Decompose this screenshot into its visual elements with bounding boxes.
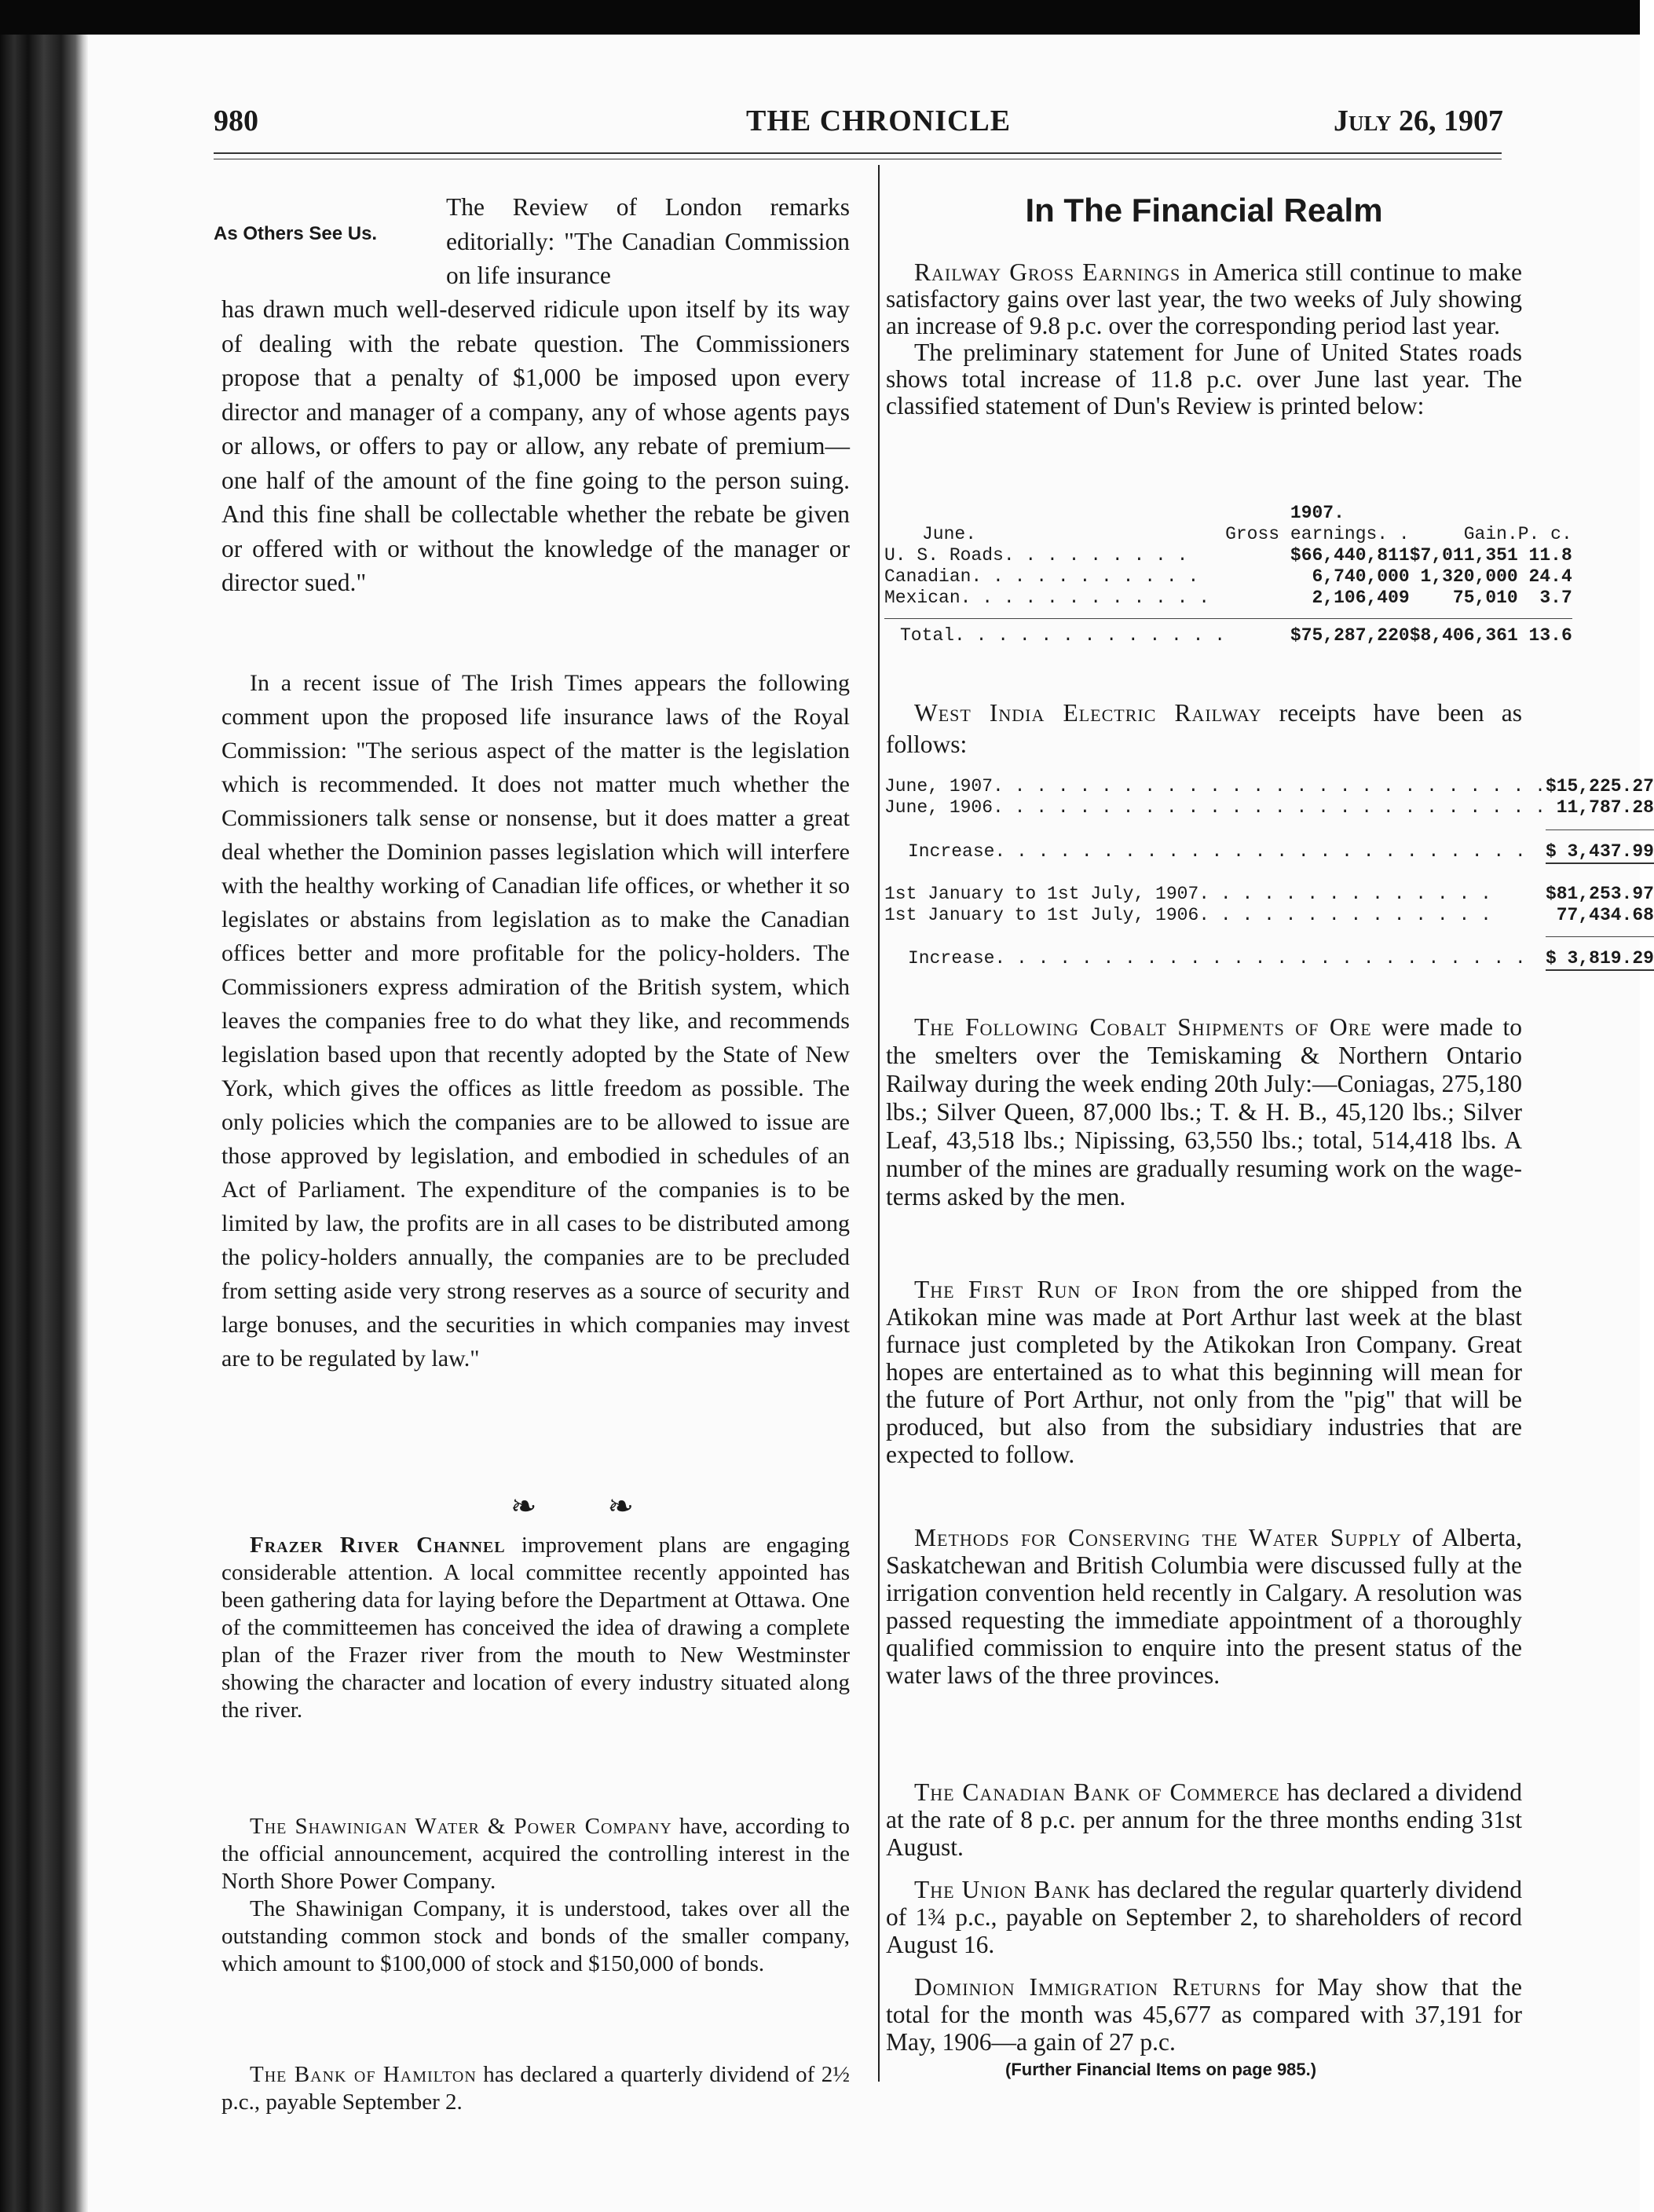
receipts-label: 1st January to 1st July, 1907. . . . . . . . . . . . . . [884, 883, 1491, 904]
iron-article [886, 1276, 1522, 1468]
table-row [884, 937, 1654, 971]
table-row [884, 830, 1654, 863]
roads-gain: 75,010 [1452, 588, 1518, 608]
roads-year: 1907. [1290, 503, 1345, 523]
roads-pc: 3.7 [1539, 588, 1572, 608]
section-title: In The Financial Realm [1025, 192, 1383, 229]
further-items-note: (Further Financial Items on page 985.) [1005, 2060, 1317, 2079]
water-text: of Alberta, Saskatchewan and British Columbia were discussed fully at the irrigation convention held recently in Calgary. A resolution was passed requesting the immediate appointment of a thoroughly qualified commission to enquire into the present status of the water laws of the three provinces. [886, 1524, 1522, 1689]
union-heading: The Union Bank [914, 1876, 1092, 1903]
frazer-article [221, 1532, 850, 1724]
frazer-heading: Frazer River Channel [250, 1533, 506, 1558]
immigration-article [886, 1973, 1522, 2056]
roads-gross: $66,440,811 [1290, 545, 1410, 566]
roads-col-header: June. [922, 524, 977, 544]
shawinigan-text: have, according to the official announcement, acquired the controlling interest in the North Shore Power Company. [221, 1814, 850, 1894]
side-heading: As Others See Us. [214, 223, 378, 244]
page-number: 980 [214, 104, 258, 137]
roads-col-header: Gross earnings. . [1225, 524, 1410, 544]
review-body-text: has drawn much well-deserved ridicule upon itself by its way of dealing with the rebate question. The Commissioners propose that a penalty of $1,000 be imposed upon every director and manager of a company, any of whose agents pays or allows, or offers to pay or allow, any rebate of premium—one half of the amount of the fine going to the person suing. And this fine shall be collectable whether the rebate be given or offered with or without the knowledge of the manager or director sued." [221, 295, 850, 596]
receipts-increase-label: Increase. . . . . . . . . . . . . . . . . . . . . . . . . [908, 840, 1526, 862]
scan-top-border [0, 0, 1640, 35]
receipts-value: 77,434.68 [1556, 904, 1654, 925]
roads-total-label: Total. . . . . . . . . . . . . [900, 624, 1226, 646]
frazer-text: improvement plans are engaging considerable attention. A local committee recently appointed has been gathering data for laying before the Department at Ottawa. One of the committeemen has conceived the idea of drawing a complete plan of the Frazer river from the mouth to New Westminster showing the character and location of every industry situated along the river. [221, 1533, 851, 1723]
roads-gross: 6,740,000 [1312, 566, 1410, 587]
receipts-label: June, 1906. . . . . . . . . . . . . . . . . . . . . . . . . . [884, 797, 1546, 818]
hamilton-article [221, 2061, 850, 2116]
union-text: has declared the regular quarterly dividend of 1¾ p.c., payable on September 2, to shareholders of record August 16. [886, 1876, 1522, 1958]
book-spine [0, 35, 88, 2212]
roads-label: Mexican. . . . . . . . . . . . [884, 588, 1210, 608]
roads-total-pc: 13.6 [1528, 624, 1572, 646]
iron-heading: The First Run of Iron [914, 1276, 1180, 1303]
table-row [884, 566, 1572, 588]
railway-text: in America still continue to make satisfactory gains over last year, the two weeks of July showing an increase of 9.8 p.c. over the corresponding period last year. [886, 258, 1523, 339]
table-row [884, 797, 1654, 819]
roads-label: Canadian. . . . . . . . . . . [884, 566, 1199, 587]
commerce-heading: The Canadian Bank of Commerce [914, 1778, 1280, 1806]
hamilton-heading: The Bank of Hamilton [250, 2062, 477, 2087]
roads-table [884, 503, 1572, 646]
water-heading: Methods for Conserving the Water Supply [914, 1524, 1402, 1551]
immigration-heading: Dominion Immigration Returns [914, 1973, 1262, 2001]
railway-heading: Railway Gross Earnings [914, 258, 1181, 286]
cobalt-text: were made to the smelters over the Temiskaming & Northern Ontario Railway during the week ending 20th July:—Coniagas, 275,180 lbs.; Silver Queen, 87,000 lbs.; T. & H. B., 45,120 lbs.; Silver Leaf, 43,518 lbs.; Nipissing, 63,550 lbs.; total, 514,418 lbs. A number of the mines are gradually resuming work on the wage-terms asked by the men. [886, 1013, 1523, 1210]
roads-total-gain: $8,406,361 [1409, 624, 1518, 646]
prelim-text: The preliminary statement for June of United States roads shows total increase of 11.8 p.c. over June last year. The classified statement of Dun's Review is printed below: [886, 339, 1522, 419]
receipts-table [884, 776, 1654, 971]
issue-date: July 26, 1907 [1334, 104, 1504, 137]
receipts-value: 11,787.28 [1556, 797, 1654, 818]
receipts-label: 1st January to 1st July, 1906. . . . . . . . . . . . . . [884, 904, 1491, 925]
shawinigan-text-2: The Shawinigan Company, it is understood, takes over all the outstanding common stock and bonds of the smaller company, which amount to $100,000 of stock and $150,000 of bonds. [221, 1896, 850, 1976]
roads-pc: 11.8 [1528, 545, 1572, 566]
roads-col-header: P. c. [1517, 524, 1572, 544]
receipts-value: $15,225.27 [1545, 776, 1654, 797]
table-row [884, 545, 1572, 566]
table-row [884, 905, 1654, 926]
roads-pc: 24.4 [1528, 566, 1572, 587]
west-india-heading: West India Electric Railway [914, 699, 1262, 727]
receipts-label: June, 1907. . . . . . . . . . . . . . . . . . . . . . . . . . [884, 776, 1546, 797]
review-body [221, 292, 850, 600]
publication-title: THE CHRONICLE [746, 104, 1012, 137]
table-row [884, 884, 1654, 905]
roads-total-row [884, 618, 1572, 646]
railway-earnings-article [886, 259, 1522, 419]
roads-col-header: Gain. [1463, 524, 1518, 544]
cobalt-heading: The Following Cobalt Shipments of Ore [914, 1013, 1372, 1041]
header-rule [214, 152, 1502, 154]
roads-gain: $7,011,351 [1409, 545, 1518, 566]
cobalt-article [886, 1013, 1522, 1211]
west-india-text: receipts have been as follows: [886, 699, 1522, 758]
receipts-increase-value: $ 3,437.99 [1546, 830, 1654, 863]
roads-header-row [884, 524, 1572, 545]
table-row [884, 588, 1572, 609]
table-row [884, 776, 1654, 797]
shawinigan-heading: The Shawinigan Water & Power Company [250, 1814, 672, 1839]
review-lead [446, 190, 850, 293]
commerce-text: has declared a dividend at the rate of 8 p.c. per annum for the three months ending 31st August. [886, 1778, 1523, 1861]
irish-times-article [221, 666, 850, 1375]
roads-gain: 1,320,000 [1420, 566, 1518, 587]
roads-gross: 2,106,409 [1312, 588, 1410, 608]
roads-label: U. S. Roads. . . . . . . . . [884, 545, 1188, 566]
ornament-divider: ❧ ❧ [510, 1489, 666, 1524]
review-lead-text: The Review of London remarks editorially: "The Canadian Commission on life insurance [446, 193, 850, 289]
hamilton-text: has declared a quarterly dividend of 2½ p.c., payable September 2. [221, 2062, 851, 2115]
roads-year-row [884, 503, 1572, 524]
west-india-article [886, 698, 1522, 760]
commerce-article [886, 1778, 1522, 1861]
immigration-text: for May show that the total for the month was 45,677 as compared with 37,191 for May, 1906—a gain of 27 p.c. [886, 1973, 1523, 2056]
irish-times-text: In a recent issue of The Irish Times appears the following comment upon the proposed life insurance laws of the Royal Commission: "The serious aspect of the matter is the legislation which is recommended. It does not matter much whether the Commissioners talk sense or nonsense, but it does matter a great deal whether the Dominion passes legislation which will interfere with the healthy working of Canadian life offices, or whether it so legislates or abstains from legislation as to make the Canadian offices better and more profitable for the policy-holders. The Commissioners express admiration of the British system, which leaves the companies free to do what they like, and recommends legislation based upon that recently adopted by the State of New York, which gives the offices as little freedom as possible. The only policies which the companies are to be allowed to issue are those approved by legislation, and embodied in schedules of an Act of Parliament. The expenditure of the companies is to be limited by law, the profits are in all cases to be distributed among the policy-holders annually, the companies are to be precluded from setting aside very strong reserves as a source of security and large bonuses, and the securities in which companies may invest are to be regulated by law." [221, 670, 850, 1372]
receipts-increase-value: $ 3,819.29 [1546, 937, 1654, 971]
union-article [886, 1876, 1522, 1958]
receipts-increase-label: Increase. . . . . . . . . . . . . . . . . . . . . . . . . [908, 948, 1526, 969]
column-divider [878, 165, 880, 2082]
receipts-value: $81,253.97 [1545, 883, 1654, 904]
water-article [886, 1524, 1522, 1689]
shawinigan-article [221, 1813, 850, 1978]
iron-text: from the ore shipped from the Atikokan mine was made at Port Arthur last week at the blast furnace just completed by the Atikokan Iron Company. Great hopes are entertained as to what this beginning will mean for the future of Port Arthur, not only from the "pig" that will be produced, but also from the subsidiary industries that are expected to follow. [886, 1276, 1522, 1468]
roads-total-gross: $75,287,220 [1290, 624, 1410, 646]
